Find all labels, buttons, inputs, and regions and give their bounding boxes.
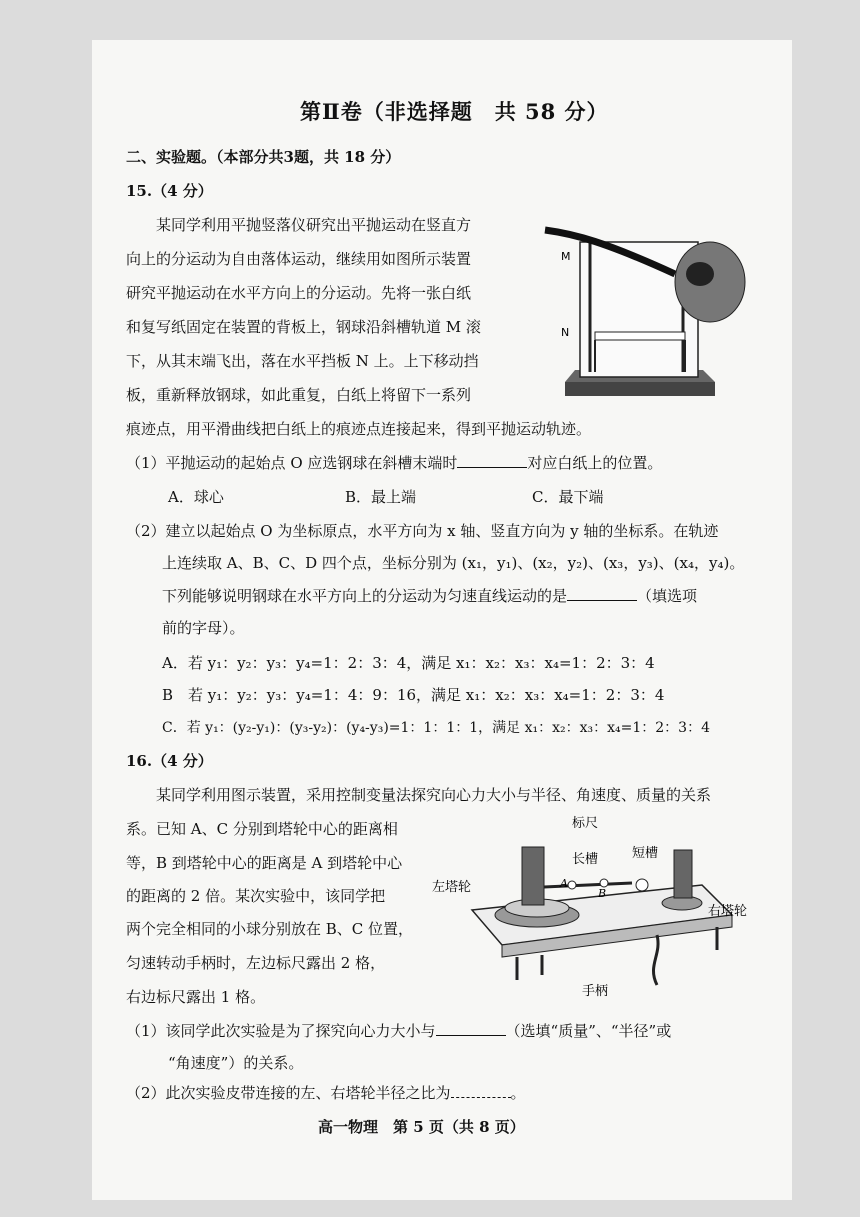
option-c: C．若 y₁：(y₂-y₁)：(y₃-y₂)：(y₄-y₃)=1：1：1：1，满足 x₁：x₂：x₃：x₄=1：2：3：4 (162, 720, 710, 736)
q15-text-line: 某同学利用平抛竖落仪研究出平抛运动在竖直方 (156, 216, 472, 234)
q16-sub1-cont: “角速度”）的关系。 (168, 1054, 304, 1072)
fig-label-N: N (561, 326, 570, 339)
q16-sub1-tail: （选填“质量”、“半径”或 (505, 1022, 672, 1040)
q16-text-line: 某同学利用图示装置，采用控制变量法探究向心力大小与半径、角速度、质量的关系 (156, 786, 712, 804)
q16-number: 16.（4 分） (126, 752, 213, 770)
fig-label-M: M (561, 250, 571, 263)
q15-sub2-text: 下列能够说明钢球在水平方向上的分运动为匀速直线运动的是 (162, 587, 568, 605)
q16-text-line: 两个完全相同的小球分别放在 B、C 位置， (126, 920, 414, 938)
option-a: A．球心 (168, 488, 224, 506)
fig-label-B: B (598, 887, 607, 900)
q15-number: 15.（4 分） (126, 182, 213, 200)
projectile-apparatus-figure (535, 212, 750, 402)
q15-text-line: 痕迹点，用平滑曲线把白纸上的痕迹点连接起来，得到平抛运动轨迹。 (126, 420, 592, 438)
centripetal-apparatus-figure (432, 815, 762, 1000)
q15-sub1-text: （1）平抛运动的起始点 O 应选钢球在斜槽末端时 (126, 454, 458, 472)
answer-blank[interactable] (451, 1083, 511, 1098)
fig-label-biaochi: 标尺 (572, 816, 599, 831)
answer-blank[interactable] (457, 453, 527, 468)
q15-text-line: 板，重新释放钢球，如此重复，白纸上将留下一系列 (126, 386, 472, 404)
fig-label-changcao: 长槽 (572, 852, 599, 867)
part-title: 第Ⅱ卷（非选择题 共 58 分） (300, 99, 609, 124)
option-a: A．若 y₁：y₂：y₃：y₄=1：2：3：4，满足 x₁：x₂：x₃：x₄=1：2：3：4 (162, 654, 655, 672)
q15-text-line: 和复写纸固定在装置的背板上，钢球沿斜槽轨道 M 滚 (126, 318, 481, 336)
q16-text-line: 系。已知 A、C 分别到塔轮中心的距离相 (126, 820, 398, 838)
q15-text-line: 下，从其末端飞出，落在水平挡板 N 上。上下移动挡 (126, 352, 479, 370)
fig-label-shoubing: 手柄 (582, 984, 609, 999)
q16-sub1-text: （1）该同学此次实验是为了探究向心力大小与 (126, 1022, 436, 1040)
answer-blank[interactable] (436, 1021, 506, 1036)
fig-label-A: A (560, 877, 568, 890)
q15-sub2-tail: （填选项 (637, 587, 698, 605)
q16-text-line: 的距离的 2 倍。某次实验中，该同学把 (126, 887, 386, 905)
q16-sub2-tail: 。 (510, 1084, 526, 1102)
answer-blank[interactable] (567, 586, 637, 601)
option-b: B 若 y₁：y₂：y₃：y₄=1：4：9：16，满足 x₁：x₂：x₃：x₄=1：2：3：4 (162, 686, 665, 704)
q15-sub2-line (162, 585, 697, 606)
q15-sub2-line: （2）建立以起始点 O 为坐标原点，水平方向为 x 轴、竖直方向为 y 轴的坐标系。在轨迹 (126, 522, 719, 540)
q15-text-line: 向上的分运动为自由落体运动，继续用如图所示装置 (126, 250, 472, 268)
q15-sub2-line: 前的字母）。 (162, 619, 245, 637)
fig-label-zuotalun: 左塔轮 (432, 880, 472, 895)
q16-text-line: 等，B 到塔轮中心的距离是 A 到塔轮中心 (126, 854, 403, 872)
q16-text-line: 右边标尺露出 1 格。 (126, 988, 266, 1006)
q16-sub2-text: （2）此次实验皮带连接的左、右塔轮半径之比为 (126, 1084, 451, 1102)
q15-sub1 (126, 452, 662, 473)
q15-sub2-line: 上连续取 A、B、C、D 四个点，坐标分别为 (x₁，y₁)、(x₂，y₂)、(x₃，y₃)、(x₄，y₄)。 (162, 554, 745, 572)
section-heading: 二、实验题。（本部分共3题，共 18 分） (126, 148, 401, 166)
option-b: B．最上端 (345, 488, 417, 506)
q16-text-line: 匀速转动手柄时，左边标尺露出 2 格， (126, 954, 386, 972)
option-c: C．最下端 (532, 488, 604, 506)
q15-sub1-tail: 对应白纸上的位置。 (527, 454, 663, 472)
q16-sub1 (126, 1020, 671, 1041)
page-footer: 高一物理 第 5 页（共 8 页） (318, 1118, 525, 1136)
fig-label-youtalun: 右塔轮 (708, 904, 748, 919)
fig-label-duancao: 短槽 (632, 846, 659, 861)
q16-sub2 (126, 1082, 526, 1103)
q15-text-line: 研究平抛运动在水平方向上的分运动。先将一张白纸 (126, 284, 472, 302)
